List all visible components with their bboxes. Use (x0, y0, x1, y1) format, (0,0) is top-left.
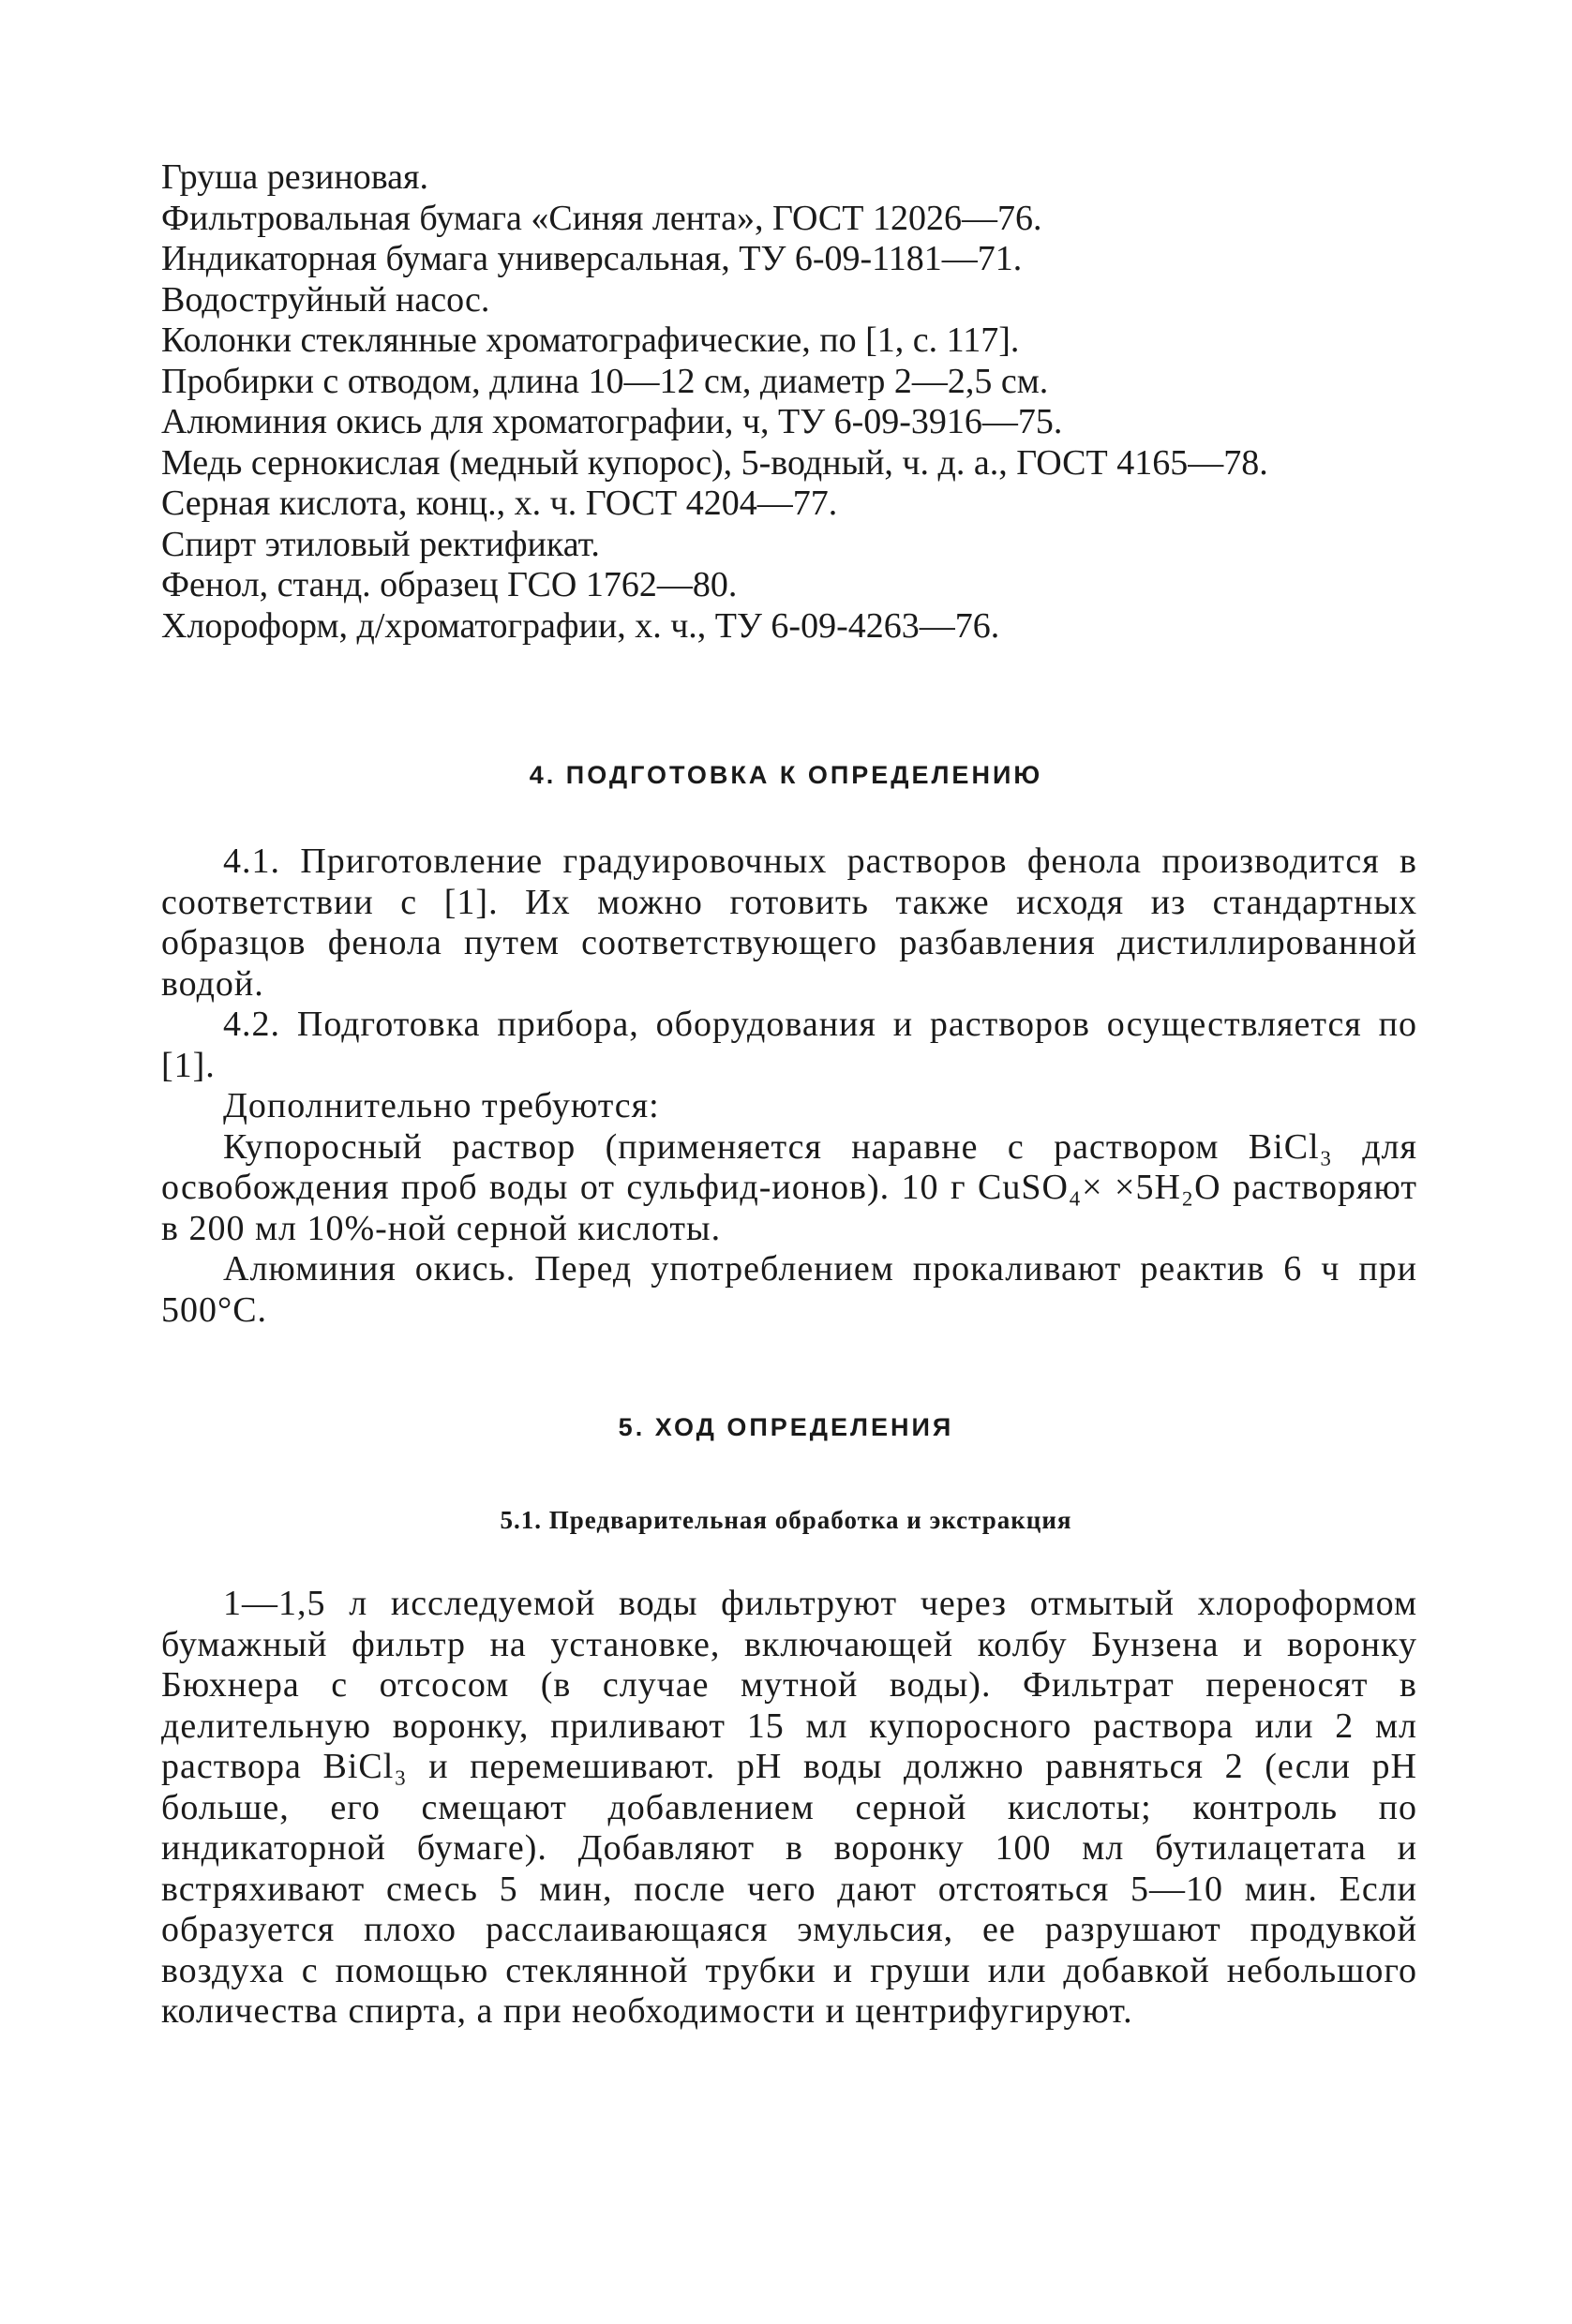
list-item: Алюминия окись для хроматографии, ч, ТУ 6-09-3916—75. (161, 402, 1063, 441)
list-item: Груша резиновая. (161, 157, 428, 197)
section-4-heading: 4. ПОДГОТОВКА К ОПРЕДЕЛЕНИЮ (529, 761, 1043, 789)
materials-list (161, 157, 1417, 647)
subsection-5-1-heading: 5.1. Предварительная обработка и экстракция (500, 1506, 1072, 1534)
paragraph-4-2: 4.2. Подготовка прибора, оборудования и растворов осуществляется по [1]. (161, 1005, 1417, 1085)
section-5-body (161, 1584, 1417, 2033)
paragraph-4-1: 4.1. Приготовление градуировочных растворов фенола производится в соответствии с [1]. Их можно готовить также исходя из стандартных образцов фенола путем соответствующего разбавления дистиллированной водой. (161, 842, 1417, 1004)
paragraph-5-1: 1—1,5 л исследуемой воды фильтруют через отмытый хлороформом бумажный фильтр на установке, включающей колбу Бунзена и воронку Бюхнера с отсосом (в случае мутной воды). Фильтрат переносят в делительную воронку, приливают 15 мл купоросного раствора или 2 мл раствора BiCl₃ и перемешивают. pH воды должно равняться 2 (если pH больше, его смещают добавлением серной кислоты; контроль по индикаторной бумаге). Добавляют в воронку 100 мл бутилацетата и встряхивают смесь 5 мин, после чего дают отстояться 5—10 мин. Если образуется плохо расслаивающаяся эмульсия, ее разрушают продувкой воздуха с помощью стеклянной трубки и груши или добавкой небольшого количества спирта, а при необходимости и центрифугируют. (161, 1584, 1417, 2031)
list-item: Спирт этиловый ректификат. (161, 524, 600, 564)
paragraph-copper-solution: Купоросный раствор (применяется наравне с раствором BiCl₃ для освобождения проб воды от сульфид-ионов). 10 г CuSO₄× ×5H₂O растворяют в 200 мл 10%-ной серной кислоты. (161, 1126, 1417, 1248)
list-item: Медь сернокислая (медный купорос), 5-водный, ч. д. а., ГОСТ 4165—78. (161, 442, 1268, 483)
section-5-heading: 5. ХОД ОПРЕДЕЛЕНИЯ (618, 1413, 954, 1441)
list-item: Пробирки с отводом, длина 10—12 см, диаметр 2—2,5 см. (161, 361, 1049, 401)
list-item: Индикаторная бумага универсальная, ТУ 6-09-1181—71. (161, 239, 1023, 278)
paragraph-alumina: Алюминия окись. Перед употреблением прокаливают реактив 6 ч при 500°С. (161, 1249, 1417, 1330)
list-item: Фильтровальная бумага «Синяя лента», ГОСТ 12026—76. (161, 198, 1042, 238)
list-item: Колонки стеклянные хроматографические, по [1, с. 117]. (161, 320, 1020, 360)
list-item: Серная кислота, конц., х. ч. ГОСТ 4204—77. (161, 484, 838, 523)
section-4-body (161, 842, 1417, 1331)
list-item: Хлороформ, д/хроматографии, х. ч., ТУ 6-09-4263—76. (161, 605, 1000, 646)
paragraph-additional: Дополнительно требуются: (223, 1086, 660, 1125)
list-item: Фенол, станд. образец ГСО 1762—80. (161, 565, 738, 604)
list-item: Водоструйный насос. (161, 279, 490, 320)
